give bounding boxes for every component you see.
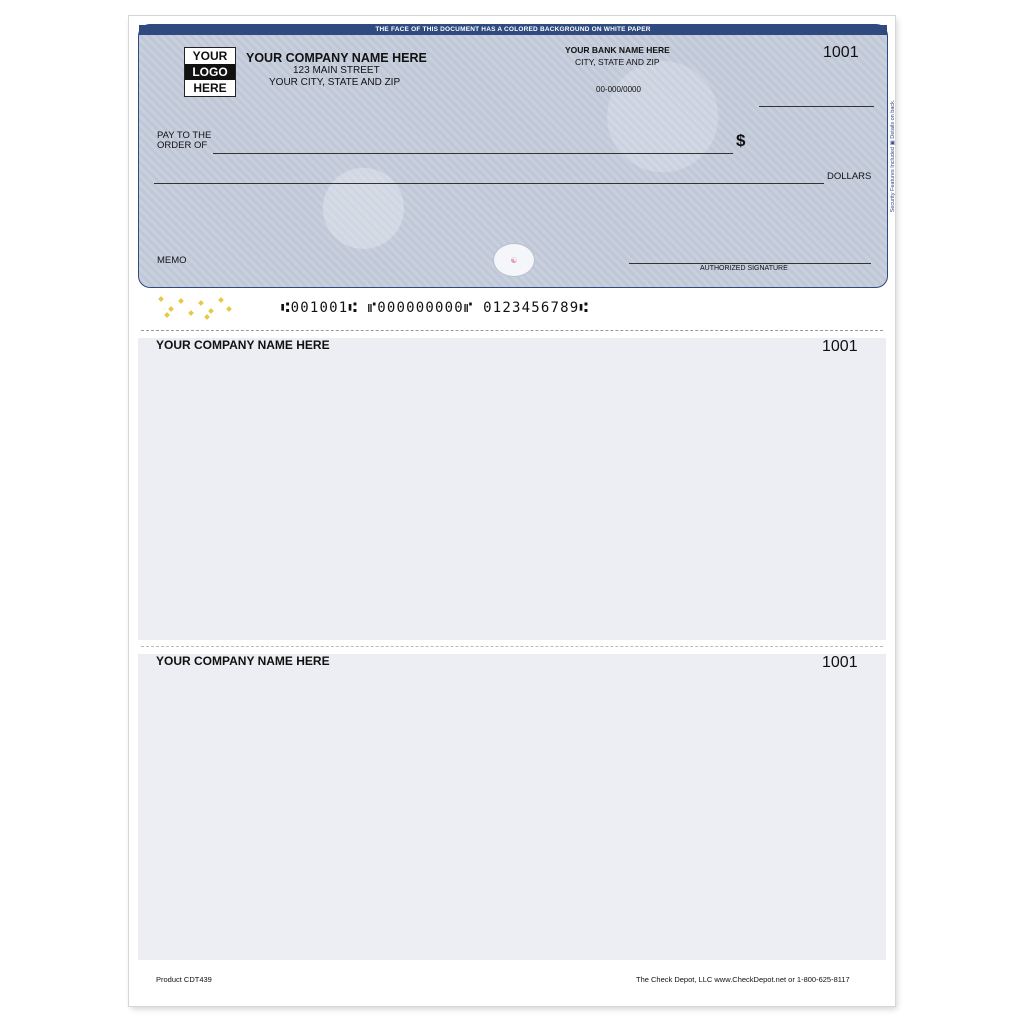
signature-label: AUTHORIZED SIGNATURE <box>700 265 788 272</box>
company-street: 123 MAIN STREET <box>293 65 380 76</box>
pay-to-line-2: ORDER OF <box>157 140 208 151</box>
dollars-label: DOLLARS <box>827 171 872 182</box>
payee-line[interactable] <box>213 153 733 154</box>
security-banner: THE FACE OF THIS DOCUMENT HAS A COLORED BACKGROUND ON WHITE PAPER <box>139 25 887 35</box>
stub-company-name: YOUR COMPANY NAME HERE <box>156 338 330 352</box>
company-city: YOUR CITY, STATE AND ZIP <box>269 77 401 88</box>
perforation-line <box>141 330 883 331</box>
security-features-side-label <box>886 85 900 235</box>
pay-to-label <box>157 131 211 151</box>
stub-company-name: YOUR COMPANY NAME HERE <box>156 654 330 668</box>
check-face <box>138 24 896 288</box>
bank-city: CITY, STATE AND ZIP <box>575 57 660 67</box>
logo-line-1: YOUR <box>192 49 228 63</box>
pay-to-line-1: PAY TO THE <box>157 130 212 141</box>
check-sheet <box>129 16 895 1006</box>
micr-line: ⑆001001⑆ ⑈000000000⑈ 0123456789⑆ <box>281 300 589 316</box>
security-seal-icon <box>493 243 535 277</box>
signature-line[interactable] <box>629 263 871 264</box>
company-name: YOUR COMPANY NAME HERE <box>246 51 427 65</box>
stub-check-number: 1001 <box>822 338 858 355</box>
side-label-text: Security Features Included ▣ Details on back. <box>890 99 896 213</box>
date-line[interactable] <box>759 106 874 107</box>
voucher-stub-1 <box>138 338 886 640</box>
memo-label: MEMO <box>157 255 187 266</box>
logo-line-3: HERE <box>193 81 227 95</box>
vendor-info: The Check Depot, LLC www.CheckDepot.net or 1-800-625-8117 <box>636 975 850 984</box>
voucher-stub-2 <box>138 654 886 960</box>
logo-line-2: LOGO <box>185 64 235 80</box>
bank-name: YOUR BANK NAME HERE <box>565 45 670 55</box>
logo-placeholder <box>184 47 236 97</box>
perforation-line <box>141 646 883 647</box>
dollar-sign: $ <box>736 131 746 150</box>
sparkle-icon <box>157 295 235 319</box>
product-code: Product CDT439 <box>156 975 212 984</box>
amount-words-line[interactable] <box>154 183 824 184</box>
key-icon: ☯ <box>510 256 518 265</box>
fraction-routing: 00-000/0000 <box>596 85 641 94</box>
stub-check-number: 1001 <box>822 654 858 671</box>
check-number: 1001 <box>823 44 859 61</box>
